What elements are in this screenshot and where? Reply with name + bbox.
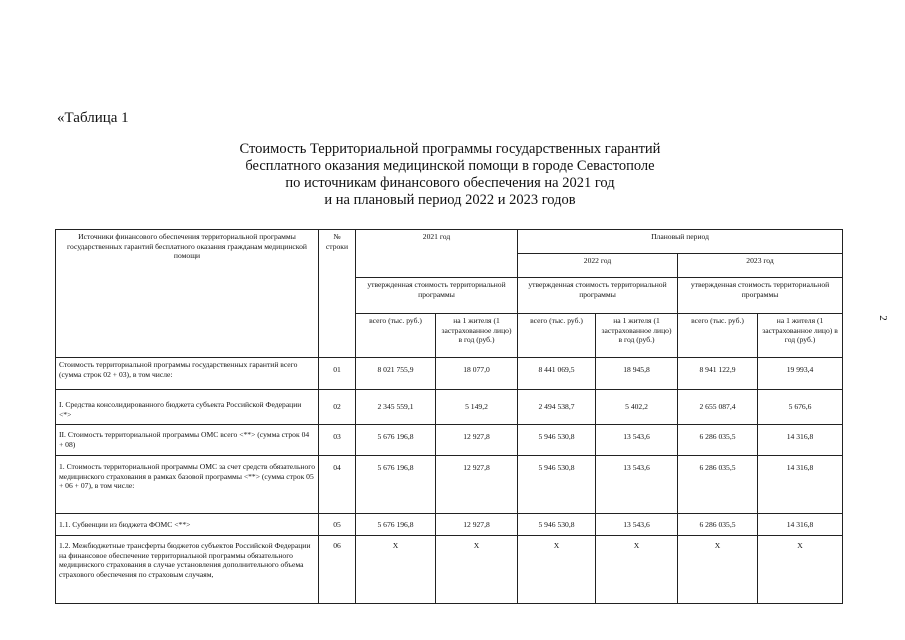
row-name: Стоимость территориальной программы государственных гарантий всего (сумма строк 02 + 03), в том числе: [56, 358, 319, 390]
row-name: II. Стоимость территориальной программы ОМС всего <**> (сумма строк 04 + 08) [56, 425, 319, 456]
header-approved-cost: утвержденная стоимость территориальной программы [518, 278, 678, 314]
value-2023-per-resident: 14 316,8 [758, 456, 843, 514]
document-title [190, 141, 710, 209]
row-name: 1.1. Субвенции из бюджета ФОМС <**> [56, 514, 319, 536]
row-number: 03 [319, 425, 356, 456]
value-2022-per-resident: 5 402,2 [596, 390, 678, 425]
page-number: 2 [876, 315, 889, 321]
header-per-resident: на 1 жителя (1 застрахованное лицо) в год (руб.) [596, 314, 678, 358]
row-name: 1.2. Межбюджетные трансферты бюджетов субъектов Российской Федерации на финансовое обеспечение территориальной программы обязательного медицинского страхования в случае установления дополнительного объема страхового обеспечения по страховым случаям, [56, 536, 319, 604]
table-row [56, 536, 843, 604]
value-2023-per-resident: X [758, 536, 843, 604]
header-approved-cost: утвержденная стоимость территориальной программы [356, 278, 518, 314]
value-2021-total: 8 021 755,9 [356, 358, 436, 390]
title-line: по источникам финансового обеспечения на 2021 год [285, 175, 615, 191]
value-2023-per-resident: 19 993,4 [758, 358, 843, 390]
value-2022-per-resident: X [596, 536, 678, 604]
value-2022-total: 8 441 069,5 [518, 358, 596, 390]
value-2021-total: 2 345 559,1 [356, 390, 436, 425]
row-number: 05 [319, 514, 356, 536]
header-planned-period: Плановый период [518, 230, 843, 254]
value-2023-per-resident: 5 676,6 [758, 390, 843, 425]
header-approved-cost: утвержденная стоимость территориальной программы [678, 278, 843, 314]
value-2021-per-resident: 12 927,8 [436, 425, 518, 456]
value-2022-total: 5 946 530,8 [518, 514, 596, 536]
table-label: «Таблица 1 [57, 110, 129, 126]
value-2023-total: X [678, 536, 758, 604]
table-row [56, 358, 843, 390]
value-2021-total: 5 676 196,8 [356, 514, 436, 536]
title-line: и на плановый период 2022 и 2023 годов [324, 192, 576, 208]
table-row [56, 390, 843, 425]
value-2022-per-resident: 13 543,6 [596, 456, 678, 514]
value-2022-per-resident: 13 543,6 [596, 514, 678, 536]
value-2022-total: 5 946 530,8 [518, 456, 596, 514]
cost-table [55, 229, 843, 604]
row-number: 02 [319, 390, 356, 425]
header-row-number: № строки [319, 230, 356, 358]
header-total: всего (тыс. руб.) [678, 314, 758, 358]
header-year-2021: 2021 год [356, 230, 518, 278]
value-2023-total: 6 286 035,5 [678, 425, 758, 456]
value-2021-per-resident: 18 077,0 [436, 358, 518, 390]
value-2023-total: 6 286 035,5 [678, 456, 758, 514]
header-per-resident: на 1 жителя (1 застрахованное лицо) в год (руб.) [436, 314, 518, 358]
value-2023-total: 8 941 122,9 [678, 358, 758, 390]
header-source: Источники финансового обеспечения территориальной программы государственных гарантий бесплатного оказания гражданам медицинской помощи [56, 230, 319, 358]
value-2021-per-resident: 5 149,2 [436, 390, 518, 425]
table-row [56, 514, 843, 536]
value-2022-total: 5 946 530,8 [518, 425, 596, 456]
value-2022-total: 2 494 538,7 [518, 390, 596, 425]
value-2022-total: X [518, 536, 596, 604]
row-number: 04 [319, 456, 356, 514]
value-2021-total: 5 676 196,8 [356, 425, 436, 456]
row-name: I. Средства консолидированного бюджета субъекта Российской Федерации <*> [56, 390, 319, 425]
header-per-resident: на 1 жителя (1 застрахованное лицо) в год (руб.) [758, 314, 843, 358]
value-2021-total: 5 676 196,8 [356, 456, 436, 514]
value-2021-per-resident: 12 927,8 [436, 514, 518, 536]
value-2021-total: X [356, 536, 436, 604]
value-2021-per-resident: 12 927,8 [436, 456, 518, 514]
title-line: бесплатного оказания медицинской помощи в городе Севастополе [245, 158, 655, 174]
row-name: 1. Стоимость территориальной программы ОМС за счет средств обязательного медицинского страхования в рамках базовой программы <**> (сумма строк 05 + 06 + 07), в том числе: [56, 456, 319, 514]
value-2021-per-resident: X [436, 536, 518, 604]
header-total: всего (тыс. руб.) [356, 314, 436, 358]
value-2022-per-resident: 13 543,6 [596, 425, 678, 456]
value-2023-total: 6 286 035,5 [678, 514, 758, 536]
row-number: 06 [319, 536, 356, 604]
header-year-2023: 2023 год [678, 254, 843, 278]
header-year-2022: 2022 год [518, 254, 678, 278]
row-number: 01 [319, 358, 356, 390]
title-line: Стоимость Территориальной программы государственных гарантий [239, 141, 661, 157]
value-2023-per-resident: 14 316,8 [758, 514, 843, 536]
table-row [56, 425, 843, 456]
table-row [56, 456, 843, 514]
header-total: всего (тыс. руб.) [518, 314, 596, 358]
value-2023-per-resident: 14 316,8 [758, 425, 843, 456]
value-2023-total: 2 655 087,4 [678, 390, 758, 425]
value-2022-per-resident: 18 945,8 [596, 358, 678, 390]
